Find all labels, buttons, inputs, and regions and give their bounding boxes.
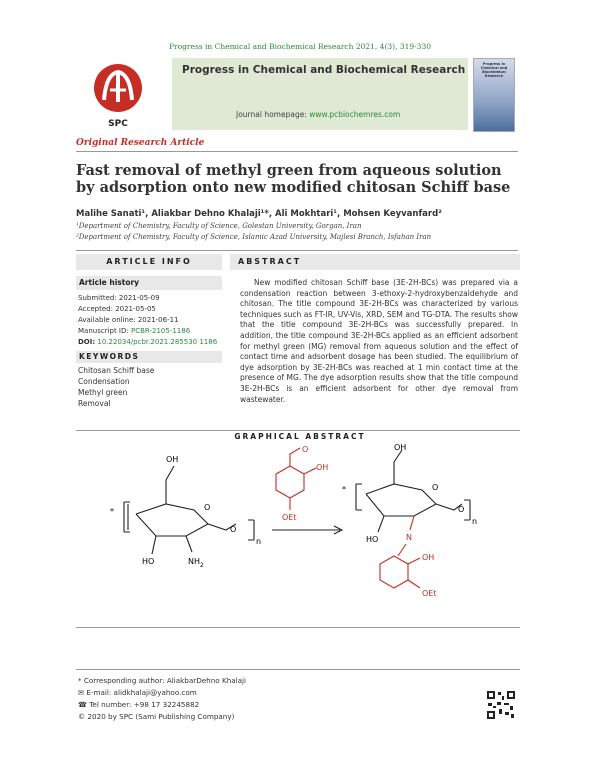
reaction-arrow <box>272 526 342 534</box>
abstract-text: New modified chitosan Schiff base (3E-2H-BCs) was prepared via a condensation reaction between 3-ethoxy-2-hydroxybenzaldehyde and chitosan. The title compound 3E-2H-BCs was characterized by various techniques such as FT-IR, UV-Vis, XRD, SEM and TG-DTA. The results show that the title compound 3E-2H-BCs was successfully prepared. In addition, the title compound 3E-2H-BCs applied as an efficient adsorbent for methyl green (MG) removal from aqueous solution and the effect of contact time and adsorbent dosage has been studied. The equilibrium of dye adsorption by 3E-2H-BCs was reached at 1 min contact time at the presence of MG. The dye adsorption results show that the title compound 3E-2H-BCs is an efficient adsorbent for other dye removal from wastewater. <box>240 278 518 404</box>
affiliation-1: ¹Department of Chemistry, Faculty of Science, Golestan University, Gorgan, Iran <box>76 222 362 230</box>
keyword-item: Removal <box>78 399 111 408</box>
hydroxyl-label: HO <box>366 535 379 544</box>
doi <box>78 338 217 346</box>
ethoxy-label: OEt <box>282 513 297 522</box>
online-date: Available online: 2021-06-11 <box>78 316 179 324</box>
reaction-scheme <box>76 444 520 624</box>
hydroxyl-label: HO <box>142 557 155 566</box>
submitted-date: Submitted: 2021-05-09 <box>78 294 160 302</box>
glycosidic-oxygen-label: O <box>230 525 237 534</box>
affiliation-2: ²Department of Chemistry, Faculty of Science, Islamic Azad University, Majlesi Branch, Isfahan Iran <box>76 233 432 241</box>
corresponding-author: * Corresponding author: AliakbarDehno Khalaji <box>78 676 247 685</box>
glycosidic-oxygen-label: O <box>458 505 465 514</box>
hydroxyl-label: OH <box>316 463 329 472</box>
homepage-link[interactable]: www.pcbiochemres.com <box>309 110 401 119</box>
ethoxy-label: OEt <box>422 589 437 598</box>
keyword-item: Chitosan Schiff base <box>78 366 155 375</box>
keywords-heading: KEYWORDS <box>76 351 222 363</box>
hydroxyl-label: OH <box>422 553 435 562</box>
qr-code-icon <box>486 690 516 720</box>
repeat-unit-label: n <box>256 537 262 546</box>
abstract-heading: ABSTRACT <box>230 254 520 270</box>
keyword-item: Methyl green <box>78 388 128 397</box>
article-history-heading: Article history <box>76 276 222 290</box>
ring-oxygen-label: O <box>432 483 439 492</box>
doi-label: DOI: <box>78 338 96 346</box>
telephone <box>78 700 199 709</box>
homepage-label: Journal homepage: <box>236 110 307 119</box>
article-type: Original Research Article <box>76 138 205 148</box>
accepted-date: Accepted: 2021-05-05 <box>78 305 156 313</box>
manuscript-label: Manuscript ID: <box>78 327 129 335</box>
telephone-text: Tel number: +98 17 32245882 <box>89 700 200 709</box>
chitosan-structure <box>124 466 254 554</box>
journal-name: Progress in Chemical and Biochemical Research <box>182 64 466 76</box>
aldehyde-structure <box>276 448 316 510</box>
phone-icon: ☎ <box>78 700 90 709</box>
graphical-abstract-heading: GRAPHICAL ABSTRACT <box>234 432 366 441</box>
chain-end-label: * <box>342 485 346 494</box>
ring-oxygen-label: O <box>204 503 211 512</box>
email <box>78 688 197 697</box>
hydroxyl-label: OH <box>166 455 179 464</box>
divider <box>76 669 520 670</box>
keyword-item: Condensation <box>78 377 130 386</box>
imine-nitrogen-label: N <box>406 533 412 542</box>
repeat-unit-label: n <box>472 517 478 526</box>
aldehyde-oxygen-label: O <box>302 445 309 454</box>
copyright: © 2020 by SPC (Sami Publishing Company) <box>78 712 235 721</box>
journal-cover-image <box>473 58 515 132</box>
journal-citation: Progress in Chemical and Biochemical Research 2021, 4(3), 319-330 <box>168 42 431 51</box>
logo-text: SPC <box>108 119 128 129</box>
doi-link[interactable]: 10.22034/pcbr.2021.285530 1186 <box>97 338 218 346</box>
mail-icon: ✉ <box>78 688 87 697</box>
publisher-logo <box>88 60 148 130</box>
chain-end-label: * <box>110 507 114 516</box>
divider <box>76 250 518 251</box>
author-list: Malihe Sanati¹, Aliakbar Dehno Khalaji¹*, Ali Mokhtari¹, Mohsen Keyvanfard² <box>76 209 442 219</box>
journal-homepage <box>236 110 400 119</box>
cover-title: Progress in Chemical and Biochemical Research <box>480 62 508 78</box>
divider <box>76 151 518 152</box>
amine-label: $NH_2$ <box>188 557 204 569</box>
schiff-base-ring <box>380 544 420 588</box>
manuscript-id <box>78 327 190 335</box>
article-info-heading: ARTICLE INFO <box>76 254 222 270</box>
email-text[interactable]: E-mail: alidkhalaji@yahoo.com <box>86 688 197 697</box>
hydroxyl-label: OH <box>394 444 407 452</box>
article-title: Fast removal of methyl green from aqueous solution by adsorption onto new modified chitosan Schiff base <box>76 162 511 196</box>
manuscript-link[interactable]: PCBR-2105-1186 <box>130 327 191 335</box>
